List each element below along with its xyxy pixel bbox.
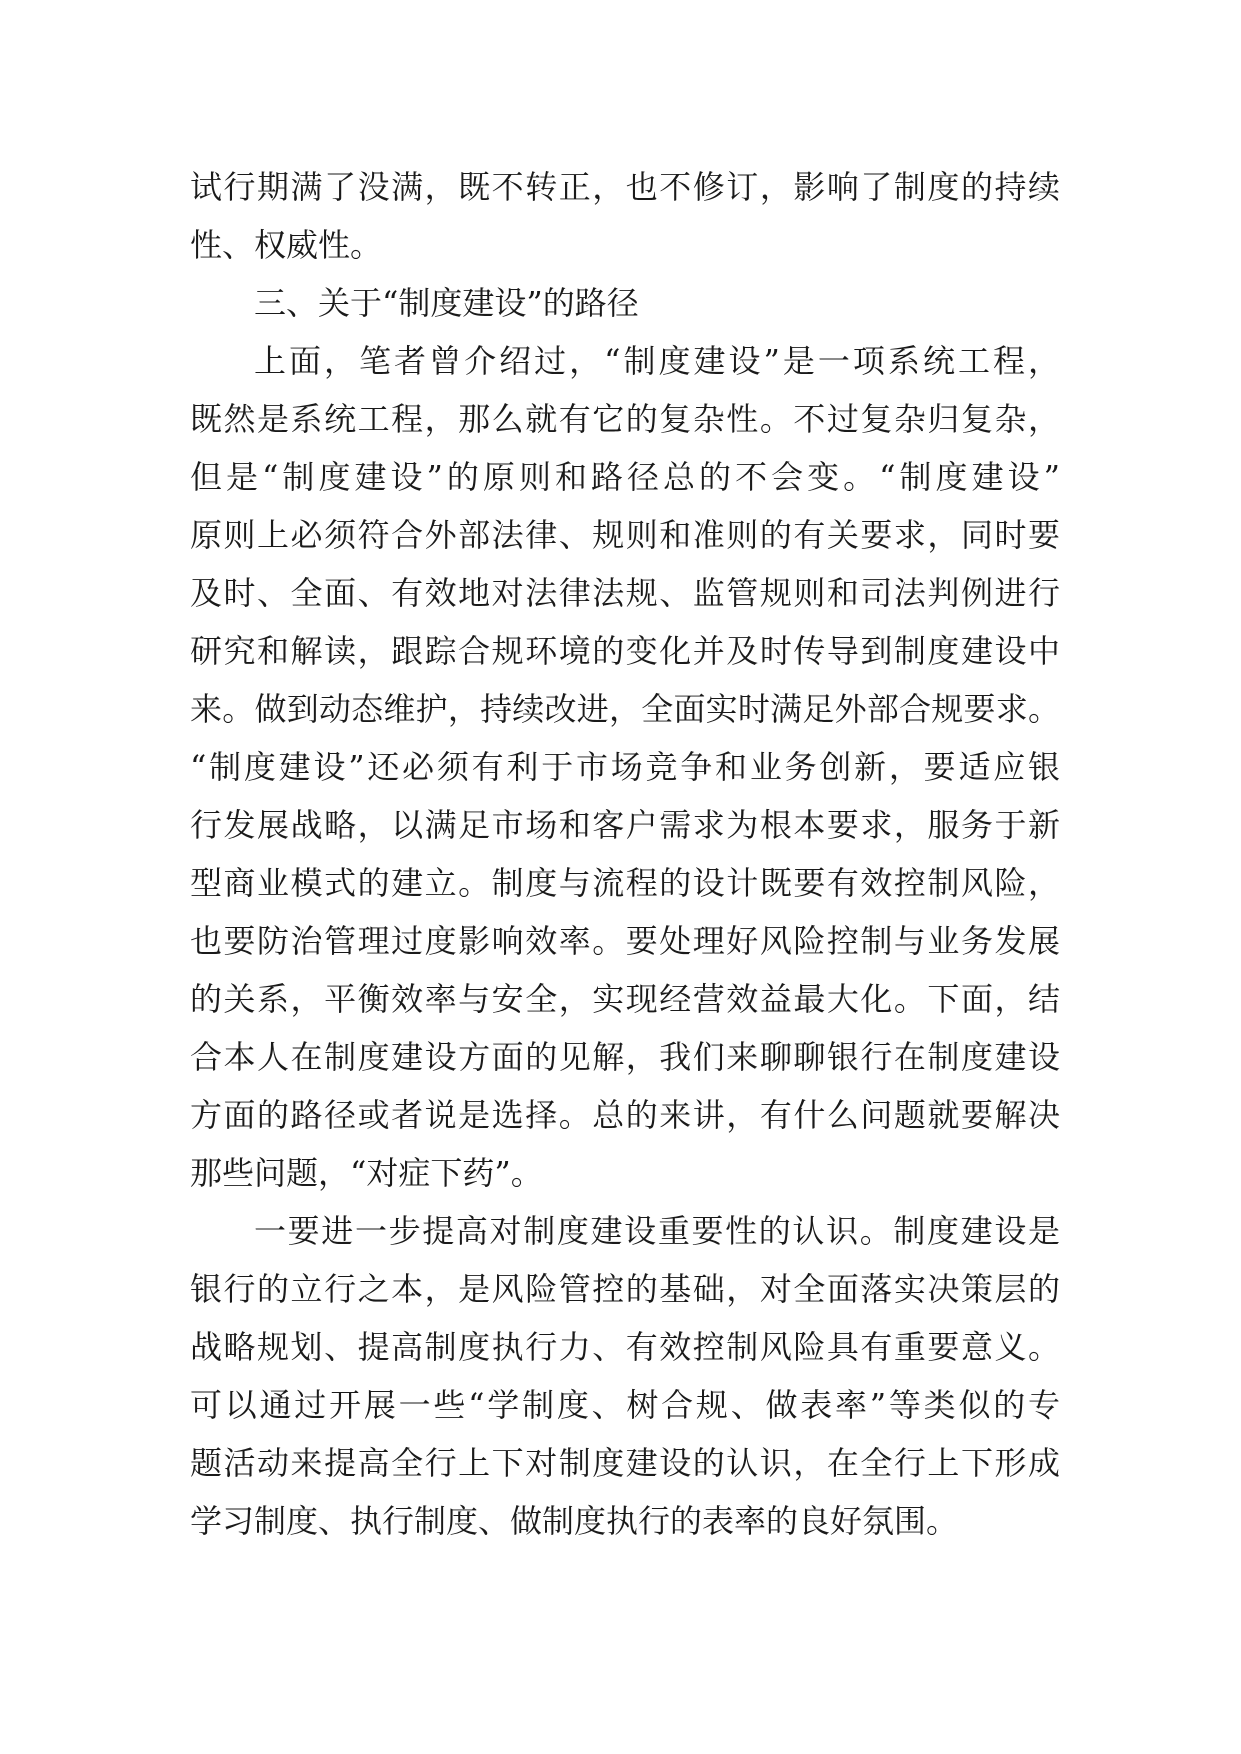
body-line: 一要进一步提高对制度建设重要性的认识。制度建设是: [254, 1212, 1060, 1250]
body-line: 那些问题，“对症下药”。: [190, 1154, 543, 1192]
body-line: 既然是系统工程，那么就有它的复杂性。不过复杂归复杂，: [190, 400, 1060, 438]
body-line: 型商业模式的建立。制度与流程的设计既要有效控制风险，: [190, 864, 1060, 902]
body-line: 行发展战略，以满足市场和客户需求为根本要求，服务于新: [190, 806, 1060, 844]
body-line: 方面的路径或者说是选择。总的来讲，有什么问题就要解决: [190, 1096, 1060, 1134]
section-heading: 三、关于“制度建设”的路径: [254, 284, 639, 322]
body-line: 战略规划、提高制度执行力、有效控制风险具有重要意义。: [190, 1328, 1060, 1366]
body-line: 题活动来提高全行上下对制度建设的认识，在全行上下形成: [190, 1444, 1060, 1482]
body-line: 学习制度、执行制度、做制度执行的表率的良好氛围。: [190, 1502, 959, 1540]
body-line: 但是“制度建设”的原则和路径总的不会变。“制度建设”: [190, 458, 1060, 496]
document-body: [190, 158, 1060, 1550]
body-line: 性、权威性。: [190, 226, 383, 264]
body-line: 可以通过开展一些“学制度、树合规、做表率”等类似的专: [190, 1386, 1060, 1424]
body-line: 也要防治管理过度影响效率。要处理好风险控制与业务发展: [190, 922, 1060, 960]
body-line: 试行期满了没满，既不转正，也不修订，影响了制度的持续: [190, 168, 1060, 206]
body-line: 银行的立行之本，是风险管控的基础，对全面落实决策层的: [190, 1270, 1060, 1308]
body-line: “制度建设”还必须有利于市场竞争和业务创新，要适应银: [190, 748, 1060, 786]
body-line: 上面，笔者曾介绍过，“制度建设”是一项系统工程，: [254, 342, 1060, 380]
body-line: 来。做到动态维护，持续改进，全面实时满足外部合规要求。: [190, 690, 1060, 728]
body-line: 研究和解读，跟踪合规环境的变化并及时传导到制度建设中: [190, 632, 1060, 670]
body-line: 及时、全面、有效地对法律法规、监管规则和司法判例进行: [190, 574, 1060, 612]
body-line: 的关系，平衡效率与安全，实现经营效益最大化。下面，结: [190, 980, 1060, 1018]
body-line: 原则上必须符合外部法律、规则和准则的有关要求，同时要: [190, 516, 1060, 554]
body-line: 合本人在制度建设方面的见解，我们来聊聊银行在制度建设: [190, 1038, 1060, 1076]
